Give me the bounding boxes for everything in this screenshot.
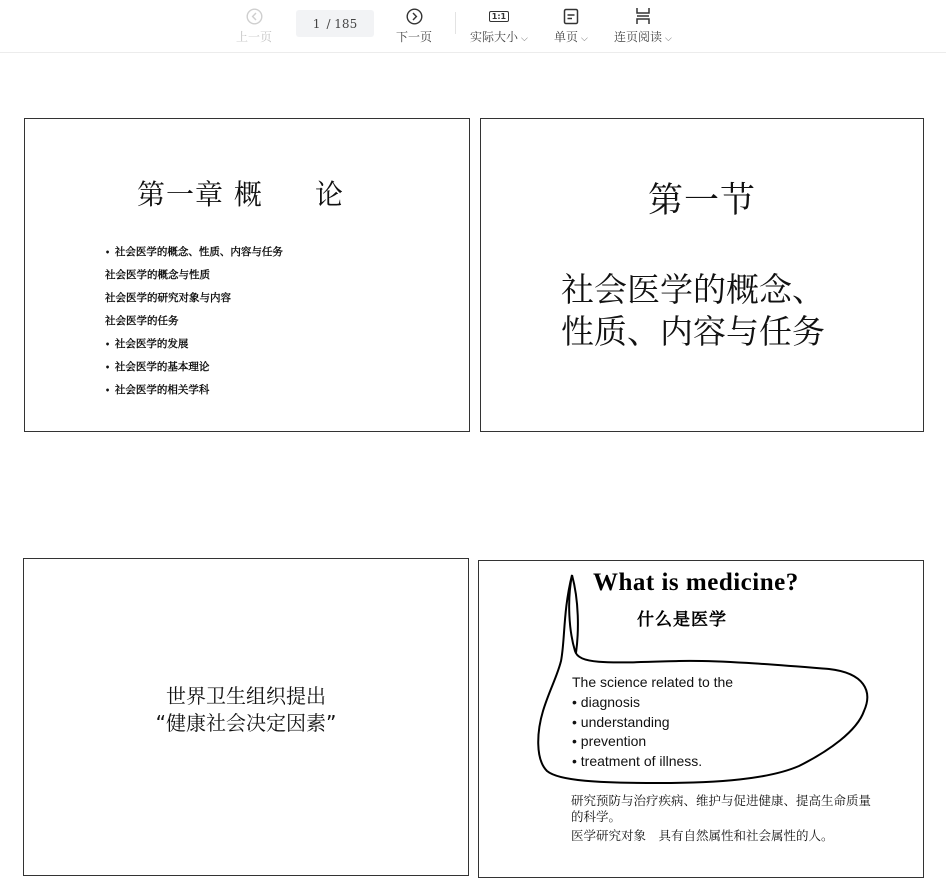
single-page-label: 单页 — [554, 30, 579, 44]
text-line-2: “健康社会决定因素” — [155, 711, 337, 735]
continuous-page-icon — [635, 6, 651, 26]
page-thumbnail-3[interactable] — [23, 558, 469, 876]
total-pages: / 185 — [326, 16, 358, 31]
current-page-input[interactable]: 1 — [312, 16, 321, 31]
list-item: • prevention — [572, 733, 702, 753]
chevron-down-icon: ⌵ — [521, 34, 528, 44]
actual-size-icon-text: 1:1 — [489, 11, 509, 22]
chevron-down-icon: ⌵ — [581, 34, 588, 44]
page-thumbnail-2[interactable] — [480, 118, 924, 432]
single-page-button[interactable] — [554, 6, 588, 45]
paragraph: 医学研究对象 具有自然属性和社会属性的人。 — [571, 828, 834, 843]
intro-text: The science related to the — [572, 674, 734, 690]
actual-size-label: 实际大小 — [470, 30, 519, 44]
list-item: 社会医学的研究对象与内容 — [105, 292, 231, 304]
list-item: • 社会医学的概念、性质、内容与任务 — [105, 245, 283, 268]
list-item: • understanding — [572, 714, 702, 734]
page-thumbnail-4[interactable] — [478, 560, 924, 878]
toolbar-divider — [455, 12, 456, 34]
list-item: • 社会医学的发展 — [105, 337, 283, 360]
text-line-1: 世界卫生组织提出 — [166, 684, 326, 708]
list-item: • treatment of illness. — [572, 753, 702, 773]
list-item: • 社会医学的基本理论 — [105, 360, 283, 383]
one-to-one-icon — [489, 6, 509, 26]
list-item: • diagnosis — [572, 694, 702, 714]
outline-list — [105, 245, 283, 406]
page-number-box[interactable] — [296, 10, 374, 37]
chapter-label: 第一章 — [137, 178, 225, 211]
list-item: 社会医学的任务 — [105, 315, 179, 327]
prev-page-label: 上一页 — [236, 30, 273, 44]
list-item: • 社会医学的相关学科 — [105, 383, 283, 406]
next-page-label: 下一页 — [396, 30, 433, 44]
paragraph: 研究预防与治疗疾病、维护与促进健康、提高生命质量的科学。 — [571, 793, 872, 824]
slide-text — [24, 683, 468, 737]
chapter-title-char-2: 论 — [314, 178, 344, 211]
actual-size-button[interactable] — [470, 6, 528, 45]
subtitle-line-2: 性质、内容与任务 — [561, 312, 825, 351]
list-item: 社会医学的概念与性质 — [105, 269, 210, 281]
definition-list — [572, 694, 702, 772]
slide-heading-cn: 什么是医学 — [637, 610, 727, 630]
slide-heading: What is medicine? — [593, 569, 799, 596]
viewer-toolbar — [0, 0, 946, 53]
circle-arrow-left-icon — [246, 6, 263, 26]
slide-subtitle — [561, 269, 825, 353]
chapter-title-char-1: 概 — [233, 178, 263, 211]
subtitle-line-1: 社会医学的概念、 — [561, 270, 825, 309]
circle-arrow-right-icon — [406, 6, 423, 26]
continuous-read-button[interactable] — [614, 6, 672, 45]
page-thumbnail-1[interactable] — [24, 118, 470, 432]
prev-page-button[interactable] — [236, 6, 272, 45]
chevron-down-icon: ⌵ — [665, 34, 672, 44]
slide-title: 第一节 — [647, 181, 756, 221]
next-page-button[interactable] — [396, 6, 432, 45]
continuous-read-label: 连页阅读 — [614, 30, 663, 44]
single-page-icon — [563, 6, 579, 26]
slide-title — [137, 173, 344, 213]
